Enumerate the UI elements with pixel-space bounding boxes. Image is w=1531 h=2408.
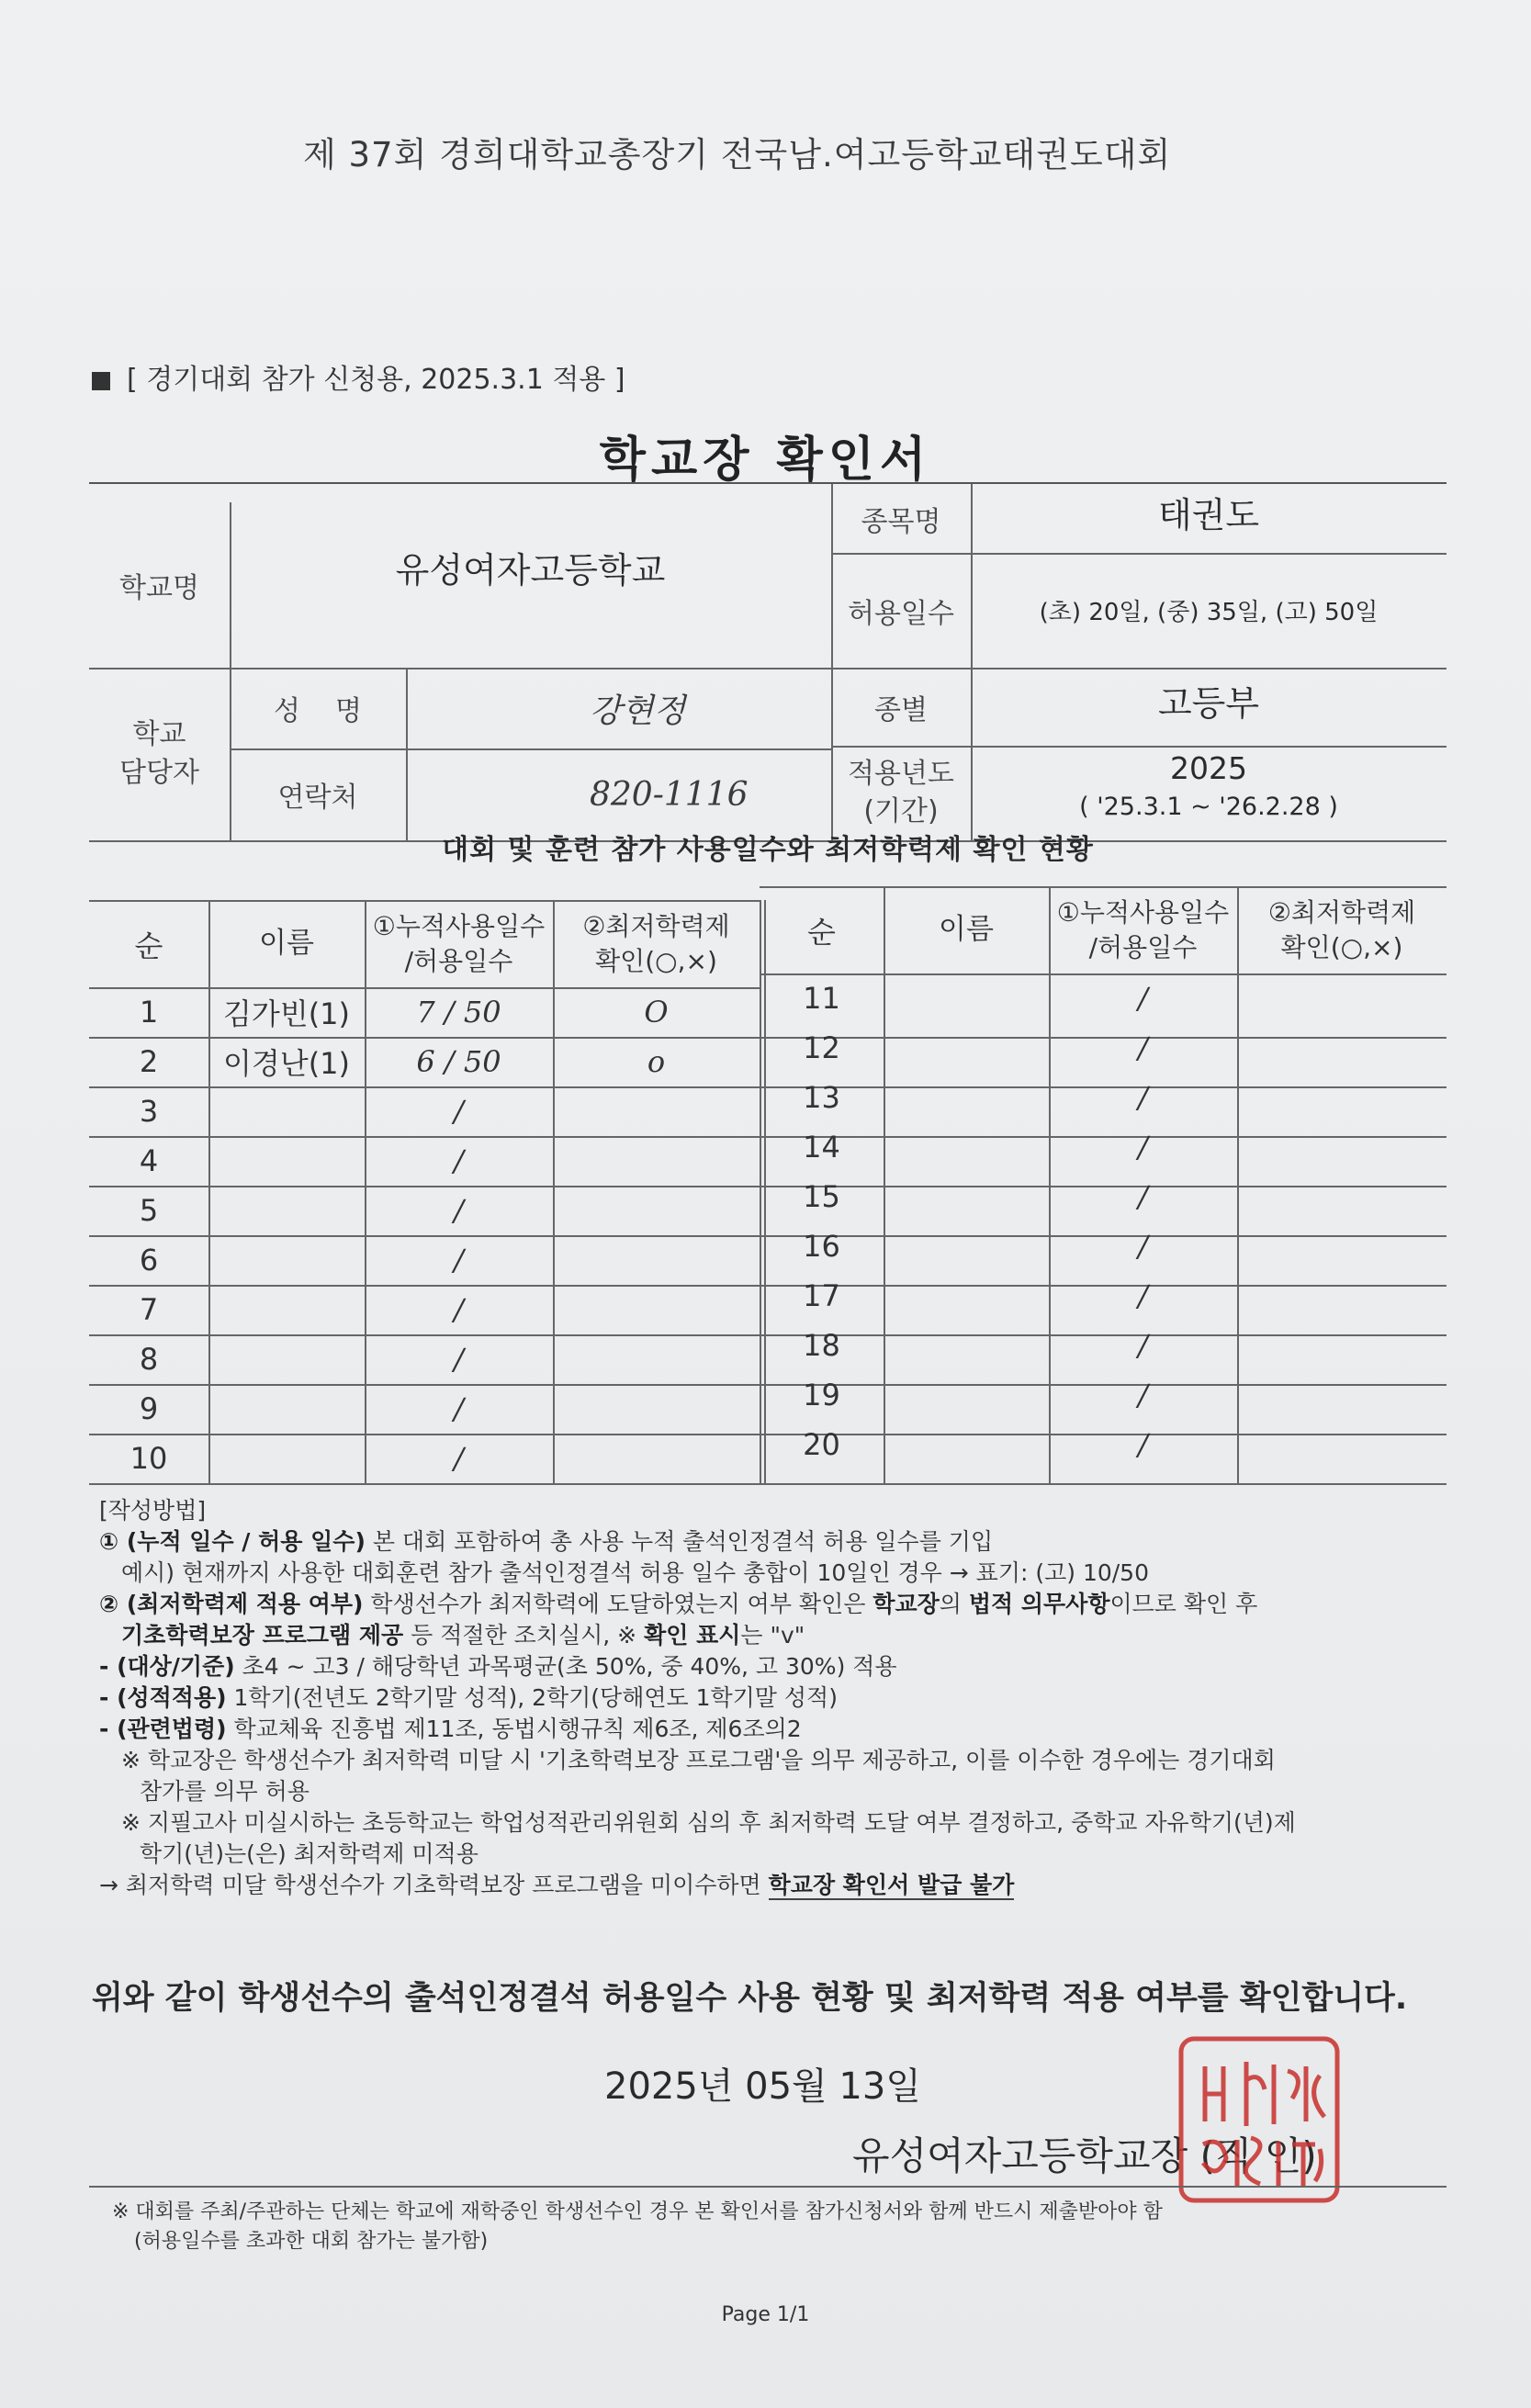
note-star-1-cont: 참가를 의무 허용 (140, 1778, 310, 1805)
header-name-left: 이름 (259, 926, 314, 960)
row-min-cell (553, 1434, 760, 1483)
note-star-1: ※ 학교장은 학생선수가 최저학력 미달 시 '기초학력보장 프로그램'을 의무 제공하고, 이를 이수한 경우에는 경기대회 (121, 1747, 1276, 1773)
row-no-cell: 8 (139, 1342, 159, 1377)
row-name-cell (884, 1271, 1049, 1321)
section-title: 대회 및 훈련 참가 사용일수와 최저학력제 확인 현황 (442, 834, 1094, 866)
row-days-cell: / (1138, 1229, 1148, 1264)
row-name-cell (208, 1086, 365, 1136)
year-value (971, 732, 1447, 840)
row-days-cell: / (1138, 1328, 1148, 1363)
event-value: 태권도 (1157, 494, 1260, 535)
row-no-cell: 4 (139, 1143, 159, 1178)
note-arrow: → 최저학력 미달 학생선수가 기초학력보장 프로그램을 미이수하면 학교장 확인서 발급 불가 (99, 1872, 1015, 1898)
row-no-cell: 17 (803, 1278, 840, 1313)
row-days-cell: / (1138, 1427, 1148, 1462)
row-name-cell (208, 1285, 365, 1334)
row-no-cell: 1 (139, 995, 159, 1030)
doc-title: 학교장 확인서 (599, 433, 932, 488)
header-days-left (365, 900, 553, 987)
row-no-cell: 7 (139, 1292, 159, 1327)
row-min-cell: O (644, 995, 669, 1030)
row-days-cell: / (454, 1193, 464, 1228)
staff-label-line1: 학교 (132, 718, 186, 750)
row-no-cell: 15 (803, 1179, 840, 1214)
row-name-cell (884, 973, 1049, 1023)
note-star-2-cont: 학기(년)는(은) 최저학력제 미적용 (140, 1840, 478, 1867)
row-name-cell (208, 1186, 365, 1235)
row-days-cell: / (454, 1094, 464, 1129)
note-1-example: 예시) 현재까지 사용한 대회훈련 참가 출석인정결석 허용 일수 총합이 10일인 경우 → 표기: (고) 10/50 (121, 1559, 1149, 1586)
notes-heading: [작성방법] (99, 1497, 207, 1524)
row-name-cell (884, 1370, 1049, 1420)
row-min-cell (1237, 1122, 1447, 1172)
row-min-cell (553, 1136, 760, 1186)
row-days-cell: / (454, 1342, 464, 1377)
year-value-number: 2025 (1170, 750, 1247, 786)
writing-instructions (99, 1495, 1458, 1901)
row-name-cell (884, 1420, 1049, 1469)
row-min-cell (1237, 1023, 1447, 1073)
row-min-cell (1237, 1420, 1447, 1469)
contact-handwritten: 820-1116 (590, 775, 749, 814)
page-number: Page 1/1 (721, 2303, 810, 2326)
footer-line-2: (허용일수를 초과한 대회 참가는 불가함) (134, 2230, 489, 2253)
row-no-cell: 6 (139, 1243, 159, 1277)
header-days-left-line1: ①누적사용일수 (372, 910, 546, 941)
row-no-cell: 16 (803, 1229, 840, 1264)
staff-name-handwritten: 강현정 (590, 692, 686, 730)
row-name-cell: 김가빈(1) (222, 996, 351, 1031)
row-no-cell: 2 (139, 1044, 159, 1079)
row-name-cell (884, 1023, 1049, 1073)
row-name-cell: 이경난(1) (222, 1046, 351, 1081)
row-days-cell: / (454, 1441, 464, 1476)
row-days-cell: / (454, 1292, 464, 1327)
row-min-cell (1237, 1370, 1447, 1420)
header-days-right-line1: ①누적사용일수 (1056, 896, 1230, 928)
year-label-line1: 적용년도 (848, 758, 954, 790)
principal-signature-line: 유성여자고등학교장 (직 인) (852, 2133, 1317, 2178)
row-min-cell (1237, 973, 1447, 1023)
row-days-cell: / (1138, 1080, 1148, 1115)
row-days-cell: / (454, 1143, 464, 1178)
row-min-cell (1237, 1221, 1447, 1271)
header-min-right (1237, 886, 1447, 973)
row-name-cell (884, 1321, 1049, 1370)
row-days-cell: / (1138, 981, 1148, 1016)
header-days-right (1049, 886, 1237, 973)
row-no-cell: 10 (129, 1441, 168, 1476)
row-days-cell: / (1138, 1130, 1148, 1165)
row-days-cell: / (1138, 1278, 1148, 1313)
allow-value: (초) 20일, (중) 35일, (고) 50일 (1039, 599, 1379, 626)
header-min-right-line2: 확인(○,×) (1280, 931, 1403, 962)
apply-note-text: [ 경기대회 참가 신청용, 2025.3.1 적용 ] (127, 364, 625, 396)
header-min-left (553, 900, 760, 987)
header-name-right: 이름 (939, 912, 994, 946)
row-name-cell (884, 1172, 1049, 1221)
event-label: 종목명 (861, 505, 941, 538)
note-grades: - (성적적용) 1학기(전년도 2학기말 성적), 2학기(당해연도 1학기말 성적) (99, 1684, 838, 1711)
issue-date: 2025년 05월 13일 (604, 2065, 921, 2108)
row-min-cell (553, 1334, 760, 1384)
division-value: 고등부 (1157, 682, 1260, 724)
info-table (89, 482, 1447, 842)
row-name-cell (208, 1434, 365, 1483)
row-days-cell: / (1138, 1378, 1148, 1412)
row-no-cell: 3 (139, 1094, 159, 1129)
attendance-table (89, 868, 1447, 1483)
row-name-cell (208, 1136, 365, 1186)
header-no-left: 순 (134, 928, 163, 963)
note-2-cont: 기초학력보장 프로그램 제공 등 적절한 조치실시, ※ 확인 표시는 "v" (121, 1622, 805, 1648)
staff-label-line2: 담당자 (119, 757, 199, 789)
row-min-cell (553, 1384, 760, 1434)
event-title: 제 37회 경희대학교총장기 전국남.여고등학교태권도대회 (303, 135, 1172, 174)
header-min-left-line1: ②최저학력제 (582, 910, 730, 941)
footer-note (112, 2198, 1444, 2256)
confirmation-statement: 위와 같이 학생선수의 출석인정결석 허용일수 사용 현황 및 최저학력 적용 여부를 확인합니다. (92, 1980, 1408, 2017)
division-label: 종별 (874, 693, 928, 726)
year-label-line2: (기간) (863, 794, 939, 827)
note-2: ② (최저학력제 적용 여부) 학생선수가 최저학력에 도달하였는지 여부 확인은 학교장의 법적 의무사항이므로 확인 후 (99, 1591, 1258, 1617)
note-star-2: ※ 지필고사 미실시하는 초등학교는 학업성적관리위원회 심의 후 최저학력 도달 여부 결정하고, 중학교 자유학기(년)제 (121, 1809, 1296, 1836)
header-min-left-line2: 확인(○,×) (595, 945, 717, 976)
school-label: 학교명 (119, 572, 199, 604)
row-name-cell (884, 1122, 1049, 1172)
row-no-cell: 11 (803, 981, 840, 1016)
row-days-cell: / (454, 1243, 464, 1277)
row-min-cell (553, 1235, 760, 1285)
row-name-cell (208, 1235, 365, 1285)
square-bullet-icon (92, 372, 110, 390)
row-name-cell (208, 1334, 365, 1384)
note-laws: - (관련법령) 학교체육 진흥법 제11조, 동법시행규칙 제6조, 제6조의2 (99, 1716, 802, 1742)
row-name-cell (884, 1073, 1049, 1122)
row-days-cell: / (454, 1391, 464, 1426)
staff-label (89, 668, 230, 840)
row-no-cell: 18 (803, 1328, 840, 1363)
row-days-cell: 7 / 50 (416, 995, 501, 1030)
apply-note (92, 356, 625, 397)
row-min-cell (1237, 1172, 1447, 1221)
row-min-cell: o (647, 1044, 666, 1079)
name-label: 성 명 (273, 695, 363, 727)
note-target: - (대상/기준) 초4 ~ 고3 / 해당학년 과목평균(초 50%, 중 40%, 고 30%) 적용 (99, 1653, 897, 1680)
row-min-cell (553, 1285, 760, 1334)
allow-label: 허용일수 (848, 597, 954, 630)
year-period: ( '25.3.1 ~ '26.2.28 ) (1079, 793, 1338, 822)
header-min-right-line1: ②최저학력제 (1267, 896, 1416, 928)
school-name: 유성여자고등학교 (395, 549, 666, 591)
header-days-left-line2: /허용일수 (404, 945, 513, 976)
footer-line-1: ※ 대회를 주최/주관하는 단체는 학교에 재학중인 학생선수인 경우 본 확인서를 참가신청서와 함께 반드시 제출받아야 함 (112, 2200, 1163, 2223)
row-name-cell (884, 1221, 1049, 1271)
row-min-cell (553, 1186, 760, 1235)
row-min-cell (1237, 1321, 1447, 1370)
row-days-cell: 6 / 50 (416, 1044, 501, 1079)
row-name-cell (208, 1384, 365, 1434)
row-no-cell: 20 (803, 1427, 840, 1462)
row-days-cell: / (1138, 1179, 1148, 1214)
row-min-cell (553, 1086, 760, 1136)
row-no-cell: 14 (803, 1130, 840, 1165)
row-no-cell: 5 (139, 1193, 159, 1228)
header-days-right-line2: /허용일수 (1088, 931, 1198, 962)
row-no-cell: 12 (803, 1030, 840, 1065)
row-no-cell: 19 (803, 1378, 840, 1412)
official-seal-stamp (1168, 2030, 1348, 2210)
row-min-cell (1237, 1073, 1447, 1122)
row-no-cell: 9 (139, 1391, 159, 1426)
row-no-cell: 13 (803, 1080, 840, 1115)
row-min-cell (1237, 1271, 1447, 1321)
header-no-right: 순 (807, 914, 836, 950)
contact-label: 연락처 (277, 782, 358, 814)
note-1: ① (누적 일수 / 허용 일수) 본 대회 포함하여 총 사용 누적 출석인정결석 허용 일수를 기입 (99, 1528, 994, 1555)
row-days-cell: / (1138, 1030, 1148, 1065)
